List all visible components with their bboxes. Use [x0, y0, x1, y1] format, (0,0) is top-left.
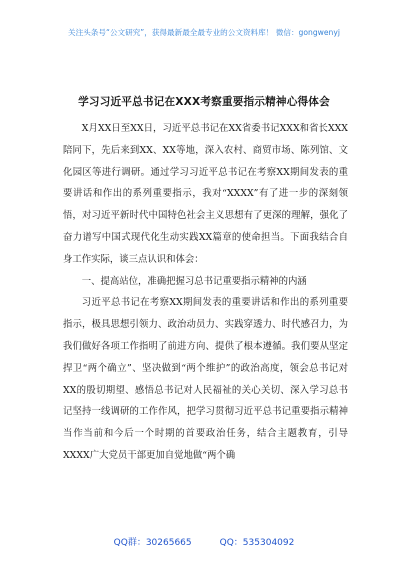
footer-qq-number: QQ：535304092 [219, 538, 295, 548]
header-banner [0, 27, 408, 38]
section-heading: 一、提高站位，准确把握习总书记重要指示精神的内涵 [81, 275, 307, 287]
banner-contact-label: 微信： [275, 28, 299, 37]
banner-contact-value: gongwenyj [298, 28, 340, 37]
paragraph-intro: X月XX日至XX日，习近平总书记在XX省委书记XXX和省长XXX陪同下，先后来到XX、XX等地，深入农村、商贸市场、陈列馆、文化园区等进行调研。通过学习习近平总书记在考察XX期间发表的重要讲话和作出的系列重要指示，我对“XXXX”有了进一步的深刻领悟，对习近平新时代中国特色社会主义思想有了更深的理解，强化了奋力谱写中国式现代化生动实践XX篇章的使命担当。下面我结合自身工作实际，谈三点认识和体会： [63, 123, 348, 265]
banner-promo-text: 关注头条号“公文研究”，获得最新最全最专业的公文资料库！ [68, 28, 274, 37]
paragraph-section-1: 习近平总书记在考察XX期间发表的重要讲话和作出的系列重要指示，极具思想引领力、政治动员力、实践穿透力、时代感召力，为我们做好各项工作指明了前进方向、提供了根本遵循。我们要从坚定捍卫“两个确立”、坚决做到“两个维护”的政治高度，领会总书记对XX的殷切期望、感悟总书记对人民福祉的关心关切、深入学习总书记坚持一线调研的工作作风，把学习贯彻习近平总书记重要指示精神当作当前和今后一个时期的首要政治任务，结合主题教育，引导XXXX广大党员干部更加自觉地做“两个确 [63, 297, 348, 461]
document-title: 学习习近平总书记在XXX考察重要指示精神心得体会 [78, 96, 330, 108]
footer-qq-group: QQ群：30265665 [113, 538, 192, 548]
document-body [63, 118, 348, 467]
footer-contact [0, 535, 408, 548]
